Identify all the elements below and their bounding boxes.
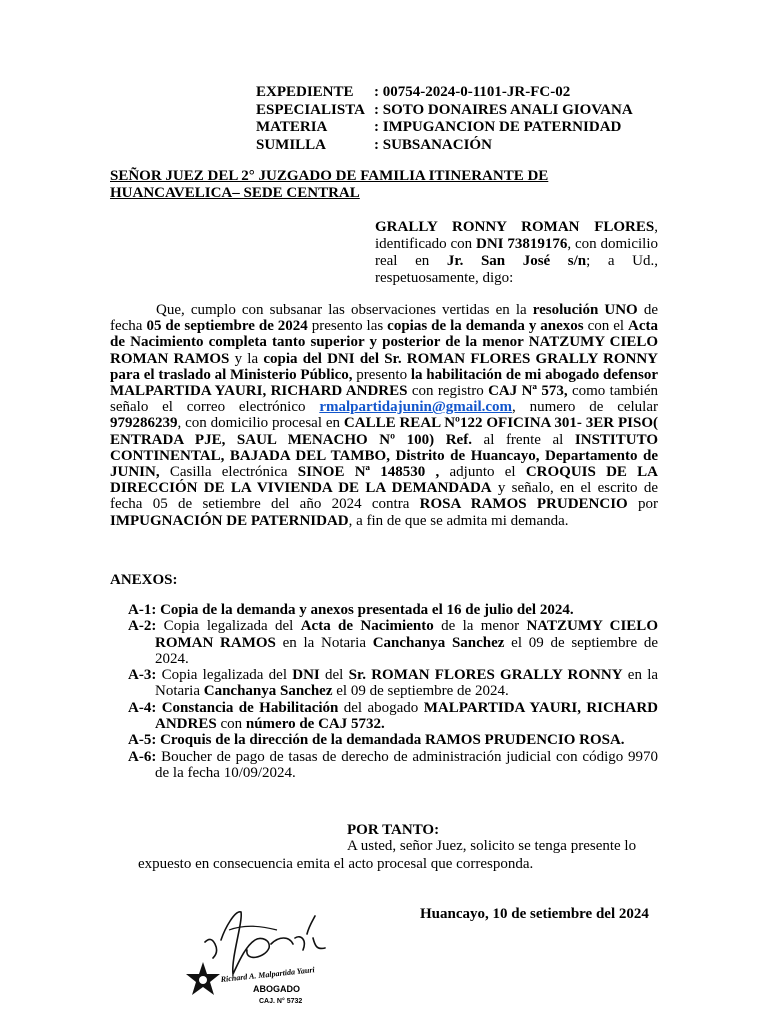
- anexo-text: Copia legalizada del: [156, 618, 301, 635]
- stamp-name: Richard A. Malpartida Yauri: [220, 965, 316, 984]
- anexos-list: [128, 602, 658, 781]
- stamp-title: ABOGADO: [253, 984, 300, 994]
- party-address: Jr. San José s/n: [446, 253, 587, 269]
- party-dni: DNI 73819176: [476, 236, 568, 252]
- header-row-especialista: [256, 102, 633, 120]
- anexo-text: Copia legalizada del: [156, 667, 293, 684]
- list-item: [128, 667, 658, 700]
- anexo-label: A-6:: [128, 748, 157, 765]
- body-bold: resolución UNO: [532, 302, 638, 318]
- anexo-bold: MALPARTIDA YAURI, RICHARD ANDRES: [155, 699, 659, 733]
- body-text: como también señalo el correo electrónico: [110, 383, 658, 416]
- anexo-text: del abogado: [338, 699, 424, 716]
- body-text: , a fin de que se admita mi demanda.: [348, 512, 569, 529]
- body-bold: Acta de Nacimiento completa tanto superior y posterior de la menor NATZUMY CIELO ROMAN RAMOS: [110, 318, 659, 367]
- list-item: [128, 732, 658, 748]
- anexo-text: Boucher de pago de tasas de derecho de administración judicial con código 9970 de la fecha 10/09/2024.: [155, 748, 658, 781]
- anexo-text: en la Notaria: [155, 667, 659, 700]
- anexo-bold: NATZUMY CIELO ROMAN RAMOS: [155, 618, 658, 651]
- body-bold: 979286239: [110, 415, 178, 432]
- body-bold: copias de la demanda y anexos: [387, 318, 584, 335]
- body-text: presento: [352, 366, 411, 383]
- anexo-text: el 09 de septiembre de 2024.: [332, 683, 509, 700]
- header-row-sumilla: [256, 137, 633, 155]
- list-item: [128, 749, 658, 782]
- body-bold: la habilitación de mi abogado defensor MALPARTIDA YAURI, RICHARD ANDRES: [110, 366, 658, 400]
- stamp-caj: CAJ. N° 5732: [259, 998, 303, 1005]
- por-tanto-heading: POR TANTO:: [347, 822, 440, 838]
- anexo-label: A-4:: [128, 699, 157, 716]
- anexo-text: A-5: Croquis de la dirección de la demandada RAMOS PRUDENCIO ROSA.: [128, 732, 625, 749]
- party-text: ; a Ud., respetuosamente, digo:: [375, 253, 658, 286]
- star-center: [199, 976, 207, 984]
- anexo-text: de la menor: [433, 618, 527, 635]
- signature-stamp: [185, 900, 340, 1024]
- body-text: al frente al: [471, 431, 575, 448]
- sumilla-value: : SUBSANACIÓN: [374, 136, 492, 153]
- body-bold: ROSA RAMOS PRUDENCIO: [419, 496, 628, 513]
- body-bold: IMPUGNACIÓN DE PATERNIDAD: [110, 512, 349, 529]
- body-text: , con domicilio procesal en: [177, 415, 344, 432]
- body-text: con el: [583, 318, 629, 335]
- especialista-label: ESPECIALISTA: [256, 101, 365, 118]
- body-text: con registro: [407, 383, 489, 400]
- body-text: adjunto el: [439, 464, 526, 481]
- closing-line-2: expuesto en consecuencia emita el acto procesal que corresponda.: [138, 856, 534, 872]
- anexo-text: A-1: Copia de la demanda y anexos presentada el 16 de julio del 2024.: [128, 602, 574, 618]
- body-paragraph: [110, 302, 658, 529]
- anexo-bold: Sr. ROMAN FLORES GRALLY RONNY: [348, 667, 623, 684]
- anexo-bold: Canchanya Sanchez: [203, 683, 333, 700]
- closing-line-1: A usted, señor Juez, solicito se tenga presente lo: [347, 838, 637, 854]
- body-bold: CROQUIS DE LA DIRECCIÓN DE LA VIVIENDA DE LA DEMANDADA: [110, 464, 659, 497]
- header-row-materia: [256, 119, 633, 137]
- anexo-text: en la Notaria: [275, 634, 373, 651]
- body-text: presento las: [307, 318, 388, 335]
- body-text: y la: [229, 350, 264, 367]
- especialista-value: : SOTO DONAIRES ANALI GIOVANA: [374, 101, 633, 118]
- party-name: GRALLY RONNY ROMAN FLORES: [375, 219, 655, 235]
- anexos-heading: ANEXOS:: [110, 572, 178, 588]
- body-bold: CALLE REAL Nº122 OFICINA 301- 3ER PISO( ENTRADA PJE, SAUL MENACHO Nº 100) Ref.: [110, 415, 658, 448]
- anexo-bold: Canchanya Sanchez: [372, 634, 505, 651]
- anexo-text: el 09 de septiembre de 2024.: [155, 634, 659, 667]
- expediente-label: EXPEDIENTE: [256, 84, 354, 100]
- anexo-bold: Constancia de Habilitación: [156, 699, 339, 716]
- party-text: , con domicilio real en: [375, 236, 658, 269]
- body-bold: 05 de septiembre de 2024: [146, 318, 308, 335]
- body-text: Casilla electrónica: [159, 464, 298, 481]
- body-text: de fecha: [110, 302, 658, 335]
- sumilla-label: SUMILLA: [256, 136, 327, 153]
- anexo-bold: número de CAJ 5732.: [245, 716, 385, 733]
- party-introduction: [375, 219, 658, 287]
- body-text: y señalo, en el escrito de fecha 05 de setiembre del año 2024 contra: [110, 480, 658, 513]
- body-text: , numero de celular: [512, 399, 658, 416]
- anexo-text: con: [216, 716, 246, 733]
- anexo-bold: DNI: [292, 667, 320, 684]
- expediente-value: : 00754-2024-0-1101-JR-FC-02: [374, 84, 571, 100]
- anexo-label: A-2:: [128, 618, 157, 635]
- body-bold: SINOE Nª 148530 ,: [297, 464, 440, 481]
- signature-stroke: [229, 926, 277, 930]
- signature-date: Huancayo, 10 de setiembre del 2024: [420, 906, 649, 922]
- list-item: [128, 618, 658, 667]
- body-bold: INSTITUTO CONTINENTAL, BAJADA DEL TAMBO, Distrito de Huancayo, Departamento de JUNIN,: [110, 431, 658, 481]
- email-link[interactable]: rmalpartidajunin@gmail.com: [319, 399, 513, 416]
- list-item: [128, 700, 658, 733]
- anexo-text: del: [319, 667, 349, 684]
- body-text: Que, cumplo con subsanar las observaciones vertidas en la: [156, 302, 533, 318]
- header-row-expediente: [256, 84, 633, 102]
- party-text: , identificado con: [375, 219, 658, 252]
- signature-scribble: [205, 912, 325, 974]
- anexo-label: A-3:: [128, 667, 157, 684]
- materia-label: MATERIA: [256, 119, 328, 135]
- body-bold: CAJ Nª 573,: [488, 383, 568, 400]
- addressee-heading: SEÑOR JUEZ DEL 2° JUZGADO DE FAMILIA ITINERANTE DE HUANCAVELICA– SEDE CENTRAL: [110, 168, 549, 201]
- list-item: [128, 602, 658, 618]
- body-bold: copia del DNI del Sr. ROMAN FLORES GRALLY RONNY para el traslado al Ministerio Público,: [110, 350, 658, 383]
- anexo-bold: Acta de Nacimiento: [300, 618, 434, 635]
- materia-value: : IMPUGANCION DE PATERNIDAD: [374, 119, 622, 135]
- case-header: [256, 84, 633, 154]
- body-text: por: [627, 496, 658, 513]
